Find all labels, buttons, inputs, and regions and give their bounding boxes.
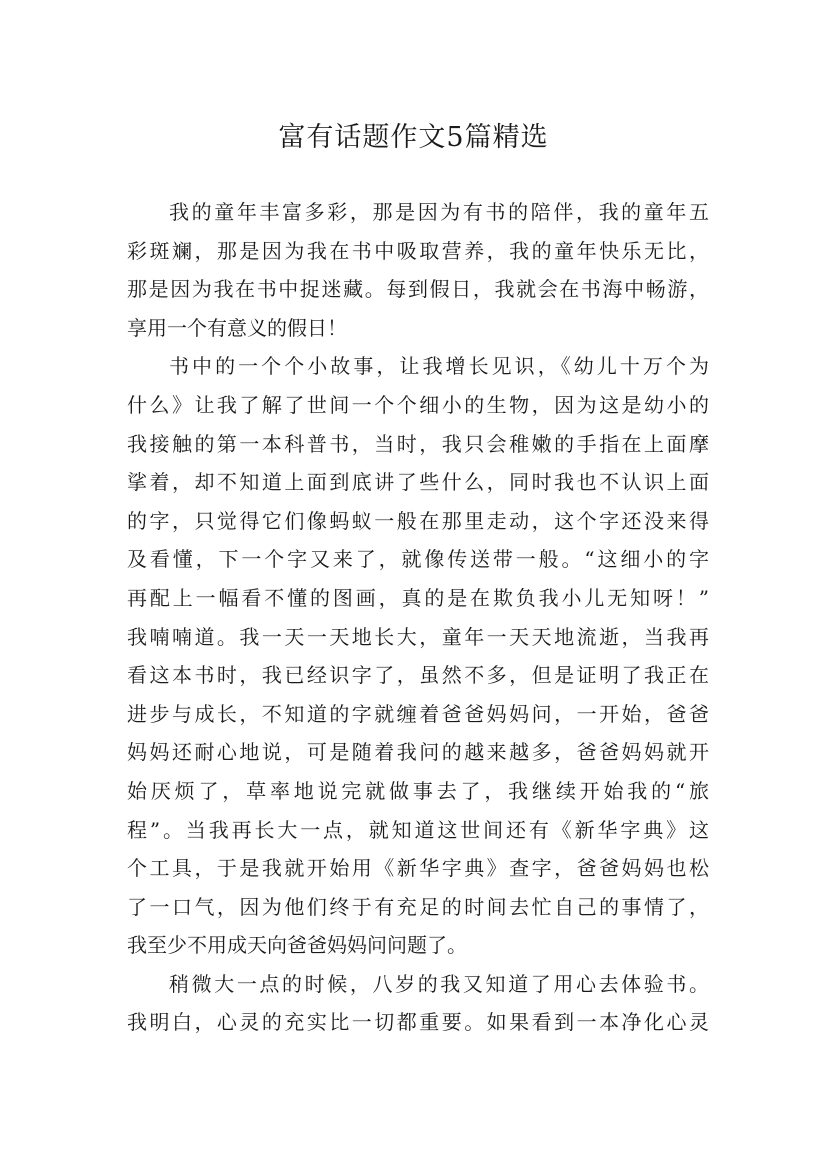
paragraph-2-line-12: 始厌烦了，草率地说完就做事去了，我继续开始我的“旅 [127,778,709,803]
paragraph-2-line-3: 我接触的第一本科普书，当时，我只会稚嫩的手指在上面摩 [127,431,709,456]
paragraph-2-line-15: 了一口气，因为他们终于有充足的时间去忙自己的事情了， [127,894,709,919]
paragraph-2-line-13: 程”。当我再长大一点，就知道这世间还有《新华字典》这 [127,817,709,842]
document-title: 富有话题作文5篇精选 [278,122,549,154]
paragraph-2-line-16: 我至少不用成天向爸爸妈妈问问题了。 [127,933,467,958]
paragraph-2-line-5: 的字，只觉得它们像蚂蚁一般在那里走动，这个字还没来得 [127,508,709,533]
paragraph-2-line-8: 我喃喃道。我一天一天地长大，童年一天天地流逝，当我再 [127,624,709,649]
paragraph-2-line-6: 及看懂，下一个字又来了，就像传送带一般。“这细小的字 [127,547,709,572]
paragraph-1-line-1: 我的童年丰富多彩，那是因为有书的陪伴，我的童年五 [169,200,709,224]
paragraph-1-line-2: 彩斑斓，那是因为我在书中吸取营养，我的童年快乐无比， [127,238,709,263]
paragraph-1-line-4: 享用一个有意义的假日！ [127,315,347,340]
paragraph-2-line-9: 看这本书时，我已经识字了，虽然不多，但是证明了我正在 [127,663,709,688]
paragraph-3-line-2: 我明白，心灵的充实比一切都重要。如果看到一本净化心灵 [127,1010,709,1035]
paragraph-2-line-7: 再配上一幅看不懂的图画，真的是在欺负我小儿无知呀！” [127,585,709,610]
paragraph-2-line-4: 挲着，却不知道上面到底讲了些什么，同时我也不认识上面 [127,470,709,495]
paragraph-1-line-3: 那是因为我在书中捉迷藏。每到假日，我就会在书海中畅游， [127,277,709,302]
paragraph-3-line-1: 稍微大一点的时候，八岁的我又知道了用心去体验书。 [169,971,709,996]
document-body [127,193,709,1042]
paragraph-2-line-11: 妈妈还耐心地说，可是随着我问的越来越多，爸爸妈妈就开 [127,740,709,765]
paragraph-2-line-1: 书中的一个个小故事，让我增长见识，《幼儿十万个为 [169,354,709,379]
paragraph-2-line-2: 什么》让我了解了世间一个个细小的生物，因为这是幼小的 [127,392,709,417]
paragraph-2-line-10: 进步与成长，不知道的字就缠着爸爸妈妈问，一开始，爸爸 [127,701,709,726]
paragraph-2-line-14: 个工具，于是我就开始用《新华字典》查字，爸爸妈妈也松 [127,856,709,881]
